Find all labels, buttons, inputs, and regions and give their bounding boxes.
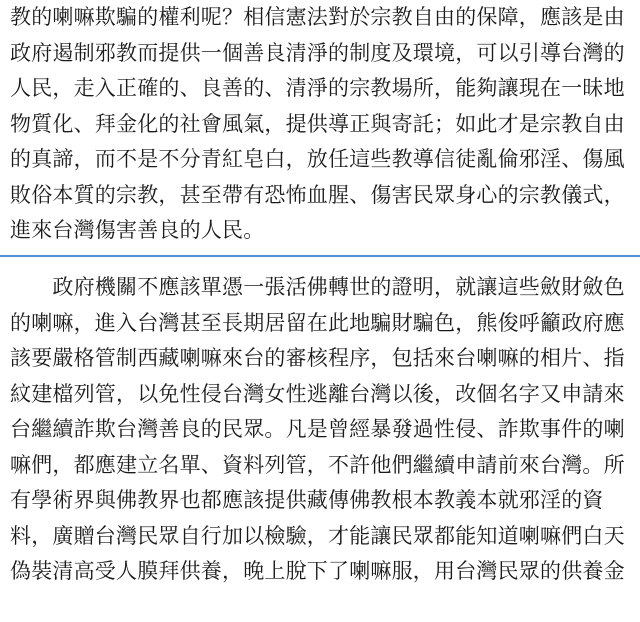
text-line: 有學術界與佛教界也都應該提供藏傳佛教根本教義本就邪淫的資 <box>10 488 604 512</box>
text-line: 教的喇嘛欺騙的權利呢？相信憲法對於宗教自由的保障，應該是由 <box>10 5 625 29</box>
text-line: 的真諦，而不是不分青紅皂白，放任這些教導信徒亂倫邪淫、傷風 <box>10 147 625 171</box>
text-line: 政府遏制邪教而提供一個善良清淨的制度及環境，可以引導台灣的 <box>10 40 625 65</box>
text-line: 嘛們，都應建立名單、資料列管，不許他們繼續申請前來台灣。所 <box>10 452 625 477</box>
text-line: 偽裝清高受人膜拜供養，晚上脫下了喇嘛服，用台灣民眾的供養金 <box>10 559 625 583</box>
text-line: 人民，走入正確的、良善的、清淨的宗教場所，能夠讓現在一昧地 <box>10 76 625 100</box>
text-line: 的喇嘛，進入台灣甚至長期居留在此地騙財騙色，熊俊呼籲政府應 <box>10 310 625 335</box>
text-line: 物質化、拜金化的社會風氣，提供導正與寄託；如此才是宗教自由 <box>10 111 625 136</box>
text-line: 該要嚴格管制西藏喇嘛來台的審核程序，包括來台喇嘛的相片、指 <box>10 346 625 370</box>
paragraph-bottom <box>10 270 632 590</box>
text-line: 料，廣贈台灣民眾自行加以檢驗，才能讓民眾都能知道喇嘛們白天 <box>10 523 625 548</box>
text-line: 台繼續詐欺台灣善良的民眾。凡是曾經暴發過性侵、詐欺事件的喇 <box>10 417 625 441</box>
text-line: 進來台灣傷害善良的人民。 <box>10 218 265 242</box>
text-line: 政府機關不應該單憑一張活佛轉世的證明，就讓這些斂財斂色 <box>10 275 625 299</box>
paragraph-top <box>10 0 632 249</box>
text-line: 紋建檔列管，以免性侵台灣女性逃離台灣以後，改個名字又申請來 <box>10 381 625 406</box>
text-line: 敗俗本質的宗教，甚至帶有恐怖血腥、傷害民眾身心的宗教儀式， <box>10 182 625 207</box>
page-divider <box>0 255 640 257</box>
